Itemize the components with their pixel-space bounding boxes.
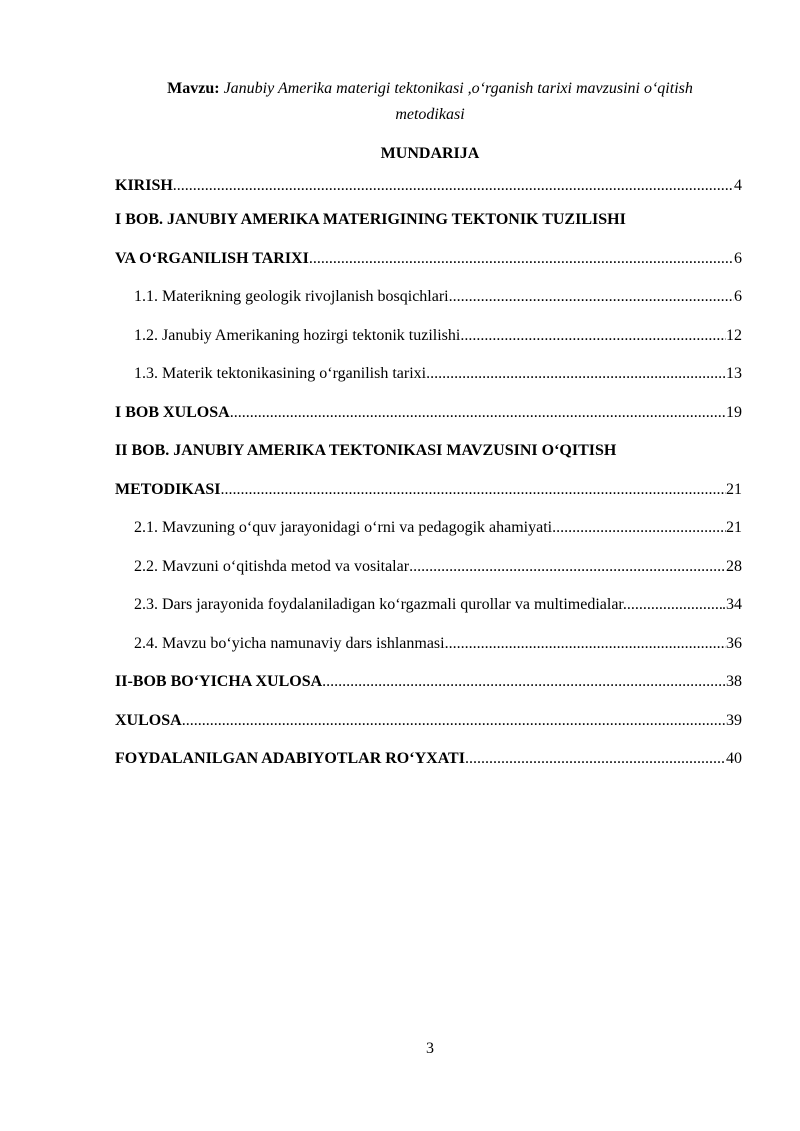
toc-entry-1-2[interactable] [115, 323, 742, 349]
toc-leader-dots [409, 554, 726, 580]
topic-title [110, 76, 750, 128]
toc-entry-page: 4 [734, 177, 742, 194]
toc-entry-page: 21 [726, 519, 742, 536]
toc-heading: MUNDARIJA [380, 145, 480, 162]
toc-entry-2-3[interactable] [115, 592, 742, 618]
toc-leader-dots [230, 400, 726, 426]
toc-chapter-1-title-line: I BOB. JANUBIY AMERIKA MATERIGINING TEKTONIK TUZILISHI [115, 211, 626, 228]
toc-entry-conclusion[interactable] [115, 708, 742, 734]
toc-entry-page: 36 [726, 634, 742, 652]
toc-entry-label: VA O‘RGANILISH TARIXI [115, 249, 309, 267]
toc-leader-dots [173, 173, 734, 199]
toc-entry-page: 13 [726, 365, 742, 382]
toc-leader-dots [445, 631, 726, 657]
topic-text: Janubiy Amerika materigi tektonikasi ,o‘rganish tarixi mavzusini o‘qitish [223, 80, 693, 97]
toc-entry-1-3[interactable] [115, 361, 742, 387]
toc-entry-references[interactable] [115, 746, 742, 772]
toc-entry-page: 19 [726, 403, 742, 421]
toc-entry-page: 39 [726, 711, 742, 729]
toc-entry-label: 2.2. Mavzuni o‘qitishda metod va vositalar [134, 557, 410, 575]
toc-entry-label: XULOSA [115, 711, 182, 729]
toc-entry-kirish[interactable] [115, 173, 742, 199]
toc-leader-dots [627, 592, 722, 618]
toc-entry-chapter-2[interactable] [115, 477, 742, 503]
toc-leader-dots [465, 746, 726, 772]
topic-label: Mavzu: [167, 80, 220, 97]
topic-line-1 [110, 76, 750, 102]
toc-entry-2-1[interactable] [115, 515, 742, 541]
table-of-contents [115, 173, 742, 785]
toc-entry-label: 2.1. Mavzuning o‘quv jarayonidagi o‘rni va pedagogik ahamiyati [134, 519, 553, 536]
toc-entry-label: 1.2. Janubiy Amerikaning hozirgi tektonik tuzilishi [134, 326, 461, 344]
toc-leader-dots [182, 708, 726, 734]
toc-entry-1-1[interactable] [115, 284, 742, 310]
page-number: 3 [426, 1040, 434, 1057]
toc-entry-label: KIRISH [115, 177, 173, 194]
toc-entry-page: 6 [734, 288, 742, 305]
toc-entry-page: 21 [726, 480, 742, 498]
toc-entry-2-2[interactable] [115, 554, 742, 580]
toc-entry-label: II-BOB BO‘YICHA XULOSA [115, 673, 323, 690]
toc-entry-page: 28 [726, 557, 742, 575]
toc-entry-label: METODIKASI [115, 480, 221, 498]
toc-leader-dots [426, 361, 726, 387]
toc-leader-dots [460, 323, 726, 349]
toc-entry-chapter-2-conclusion[interactable] [115, 669, 742, 695]
toc-entry-label: 2.4. Mavzu bo‘yicha namunaviy dars ishlanmasi [134, 634, 445, 652]
toc-entry-label: FOYDALANILGAN ADABIYOTLAR RO‘YXATI [115, 750, 465, 767]
toc-entry-page: 38 [726, 673, 742, 690]
toc-entry-page: 12 [726, 326, 742, 344]
toc-entry-chapter-1[interactable] [115, 246, 742, 272]
topic-line-2: metodikasi [395, 106, 465, 123]
toc-chapter-2-title-line: II BOB. JANUBIY AMERIKA TEKTONIKASI MAVZUSINI O‘QITISH [115, 442, 617, 459]
toc-entry-label: 2.3. Dars jarayonida foydalaniladigan ko‘rgazmali qurollar va multimedialar. [134, 596, 627, 613]
toc-entry-label: I BOB XULOSA [115, 403, 230, 421]
toc-leader-dots [309, 246, 734, 272]
toc-entry-2-4[interactable] [115, 631, 742, 657]
toc-entry-page: 6 [734, 249, 742, 267]
toc-leader-dots [449, 284, 734, 310]
toc-entry-page: .34 [722, 596, 742, 613]
toc-leader-dots [322, 669, 726, 695]
toc-entry-label: 1.1. Materikning geologik rivojlanish bosqichlari [134, 288, 449, 305]
toc-leader-dots [552, 515, 726, 541]
toc-entry-page: 40 [726, 750, 742, 767]
toc-leader-dots [221, 477, 726, 503]
toc-entry-chapter-1-conclusion[interactable] [115, 400, 742, 426]
toc-entry-label: 1.3. Materik tektonikasining o‘rganilish tarixi [134, 365, 427, 382]
